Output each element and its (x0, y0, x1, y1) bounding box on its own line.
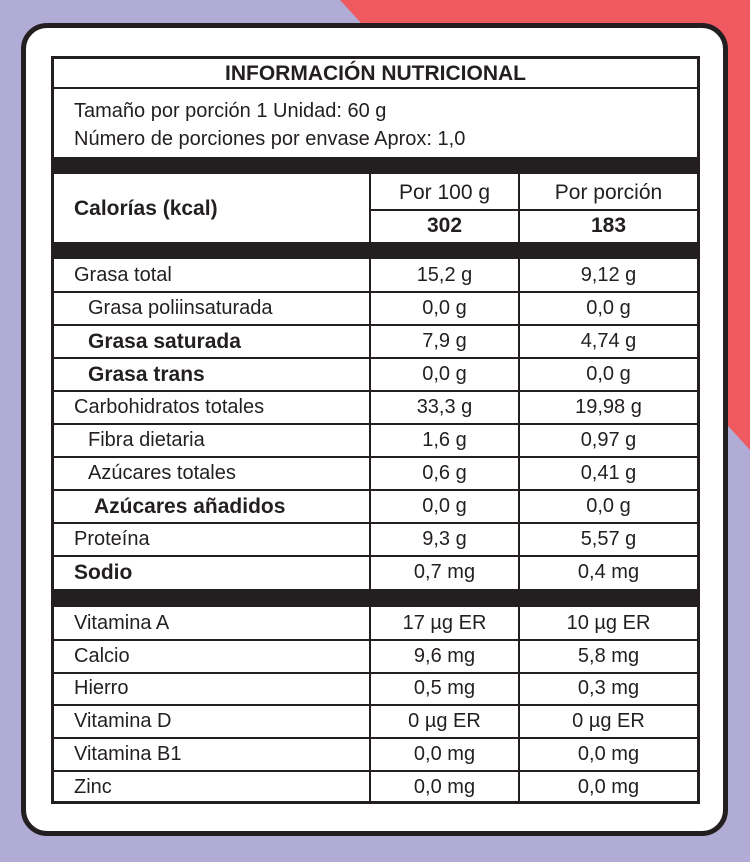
calories-label: Calorías (kcal) (74, 197, 218, 220)
row-divider (54, 522, 697, 524)
divider-bar (54, 242, 697, 259)
value-per-100g: 0,0 mg (413, 743, 476, 766)
column-divider (518, 259, 520, 589)
nutrient-name: Grasa poliinsaturada (88, 297, 273, 319)
row-divider (54, 357, 697, 359)
value-per-100g: 0,0 mg (413, 775, 476, 798)
value-per-100g: 0,5 mg (413, 677, 476, 700)
nutrient-name: Azúcares totales (88, 462, 236, 484)
table-row (54, 556, 697, 589)
table-row (54, 738, 697, 771)
value-per-100g: 0,6 g (422, 462, 467, 484)
row-divider (54, 555, 697, 557)
value-per-100g: 15,2 g (416, 264, 473, 286)
value-per-100g: 0,0 g (422, 363, 467, 385)
table-row (54, 705, 697, 738)
value-per-100g: 33,3 g (416, 396, 473, 418)
table-row (54, 391, 697, 424)
column-header-per-100g: Por 100 g (398, 181, 491, 204)
value-per-portion: 0 µg ER (572, 710, 645, 733)
table-row (54, 259, 697, 292)
row-divider (54, 737, 697, 739)
value-per-portion: 9,12 g (580, 264, 637, 286)
value-per-portion: 0,97 g (580, 429, 637, 451)
value-per-portion: 5,8 mg (577, 644, 640, 667)
row-divider (54, 423, 697, 425)
table-row (54, 771, 697, 804)
nutrition-facts-table (51, 56, 700, 804)
table-row (54, 358, 697, 391)
table-row (54, 292, 697, 325)
value-per-portion: 5,57 g (580, 528, 637, 550)
nutrient-name: Carbohidratos totales (74, 396, 265, 418)
divider-bar (54, 589, 697, 607)
row-divider (54, 324, 697, 326)
table-row (54, 424, 697, 457)
row-divider (54, 390, 697, 392)
nutrient-name: Calcio (74, 644, 130, 667)
value-per-portion: 0,0 g (586, 363, 631, 385)
nutrient-name: Grasa trans (88, 362, 205, 386)
column-divider (369, 259, 371, 589)
value-per-100g: 0,0 g (422, 495, 467, 517)
nutrient-name: Grasa total (74, 264, 172, 286)
nutrient-name: Sodio (74, 560, 133, 584)
value-per-100g: 9,3 g (422, 528, 467, 550)
value-per-portion: 19,98 g (575, 396, 642, 418)
table-row (54, 325, 697, 358)
value-per-portion: 0,4 mg (577, 561, 640, 583)
value-per-portion: 0,0 mg (577, 775, 640, 798)
nutrient-name: Azúcares añadidos (94, 494, 286, 518)
table-row (54, 523, 697, 556)
value-per-100g: 0 µg ER (408, 710, 481, 733)
value-per-100g: 17 µg ER (402, 611, 487, 634)
nutrient-name: Zinc (74, 775, 112, 798)
column-divider (369, 174, 371, 242)
value-per-portion: 0,0 g (586, 495, 631, 517)
row-divider (54, 291, 697, 293)
row-divider (54, 456, 697, 458)
value-per-100g: 1,6 g (422, 429, 467, 451)
nutrient-name: Grasa saturada (88, 329, 241, 353)
table-title: INFORMACIÓN NUTRICIONAL (54, 59, 697, 89)
value-per-portion: 0,0 mg (577, 743, 640, 766)
table-row (54, 457, 697, 490)
column-divider (369, 607, 371, 804)
nutrient-name: Vitamina D (74, 710, 172, 733)
nutrient-name: Proteína (74, 528, 150, 550)
row-divider (54, 639, 697, 641)
column-divider (518, 607, 520, 804)
value-per-100g: 7,9 g (422, 330, 467, 352)
column-header-per-portion: Por porción (554, 181, 663, 204)
row-divider (54, 489, 697, 491)
divider-bar (54, 157, 697, 174)
nutrient-name: Hierro (74, 677, 129, 700)
table-row (54, 640, 697, 673)
table-row (54, 673, 697, 706)
value-per-portion: 10 µg ER (566, 611, 651, 634)
calories-per-100g: 302 (426, 214, 463, 237)
nutrient-name: Vitamina B1 (74, 743, 182, 766)
row-divider (54, 672, 697, 674)
value-per-portion: 4,74 g (580, 330, 637, 352)
table-row (54, 490, 697, 523)
value-per-portion: 0,0 g (586, 297, 631, 319)
value-per-100g: 9,6 mg (413, 644, 476, 667)
calories-per-portion: 183 (590, 214, 627, 237)
value-per-portion: 0,3 mg (577, 677, 640, 700)
column-divider (518, 174, 520, 242)
row-divider (54, 770, 697, 772)
servings-per-container: Número de porciones por envase Aprox: 1,0 (74, 128, 466, 150)
value-per-100g: 0,7 mg (413, 561, 476, 583)
nutrient-name: Vitamina A (74, 611, 170, 634)
table-row (54, 607, 697, 640)
row-divider (54, 704, 697, 706)
value-per-100g: 0,0 g (422, 297, 467, 319)
serving-size: Tamaño por porción 1 Unidad: 60 g (74, 100, 387, 122)
nutrient-name: Fibra dietaria (88, 429, 205, 451)
value-per-portion: 0,41 g (580, 462, 637, 484)
